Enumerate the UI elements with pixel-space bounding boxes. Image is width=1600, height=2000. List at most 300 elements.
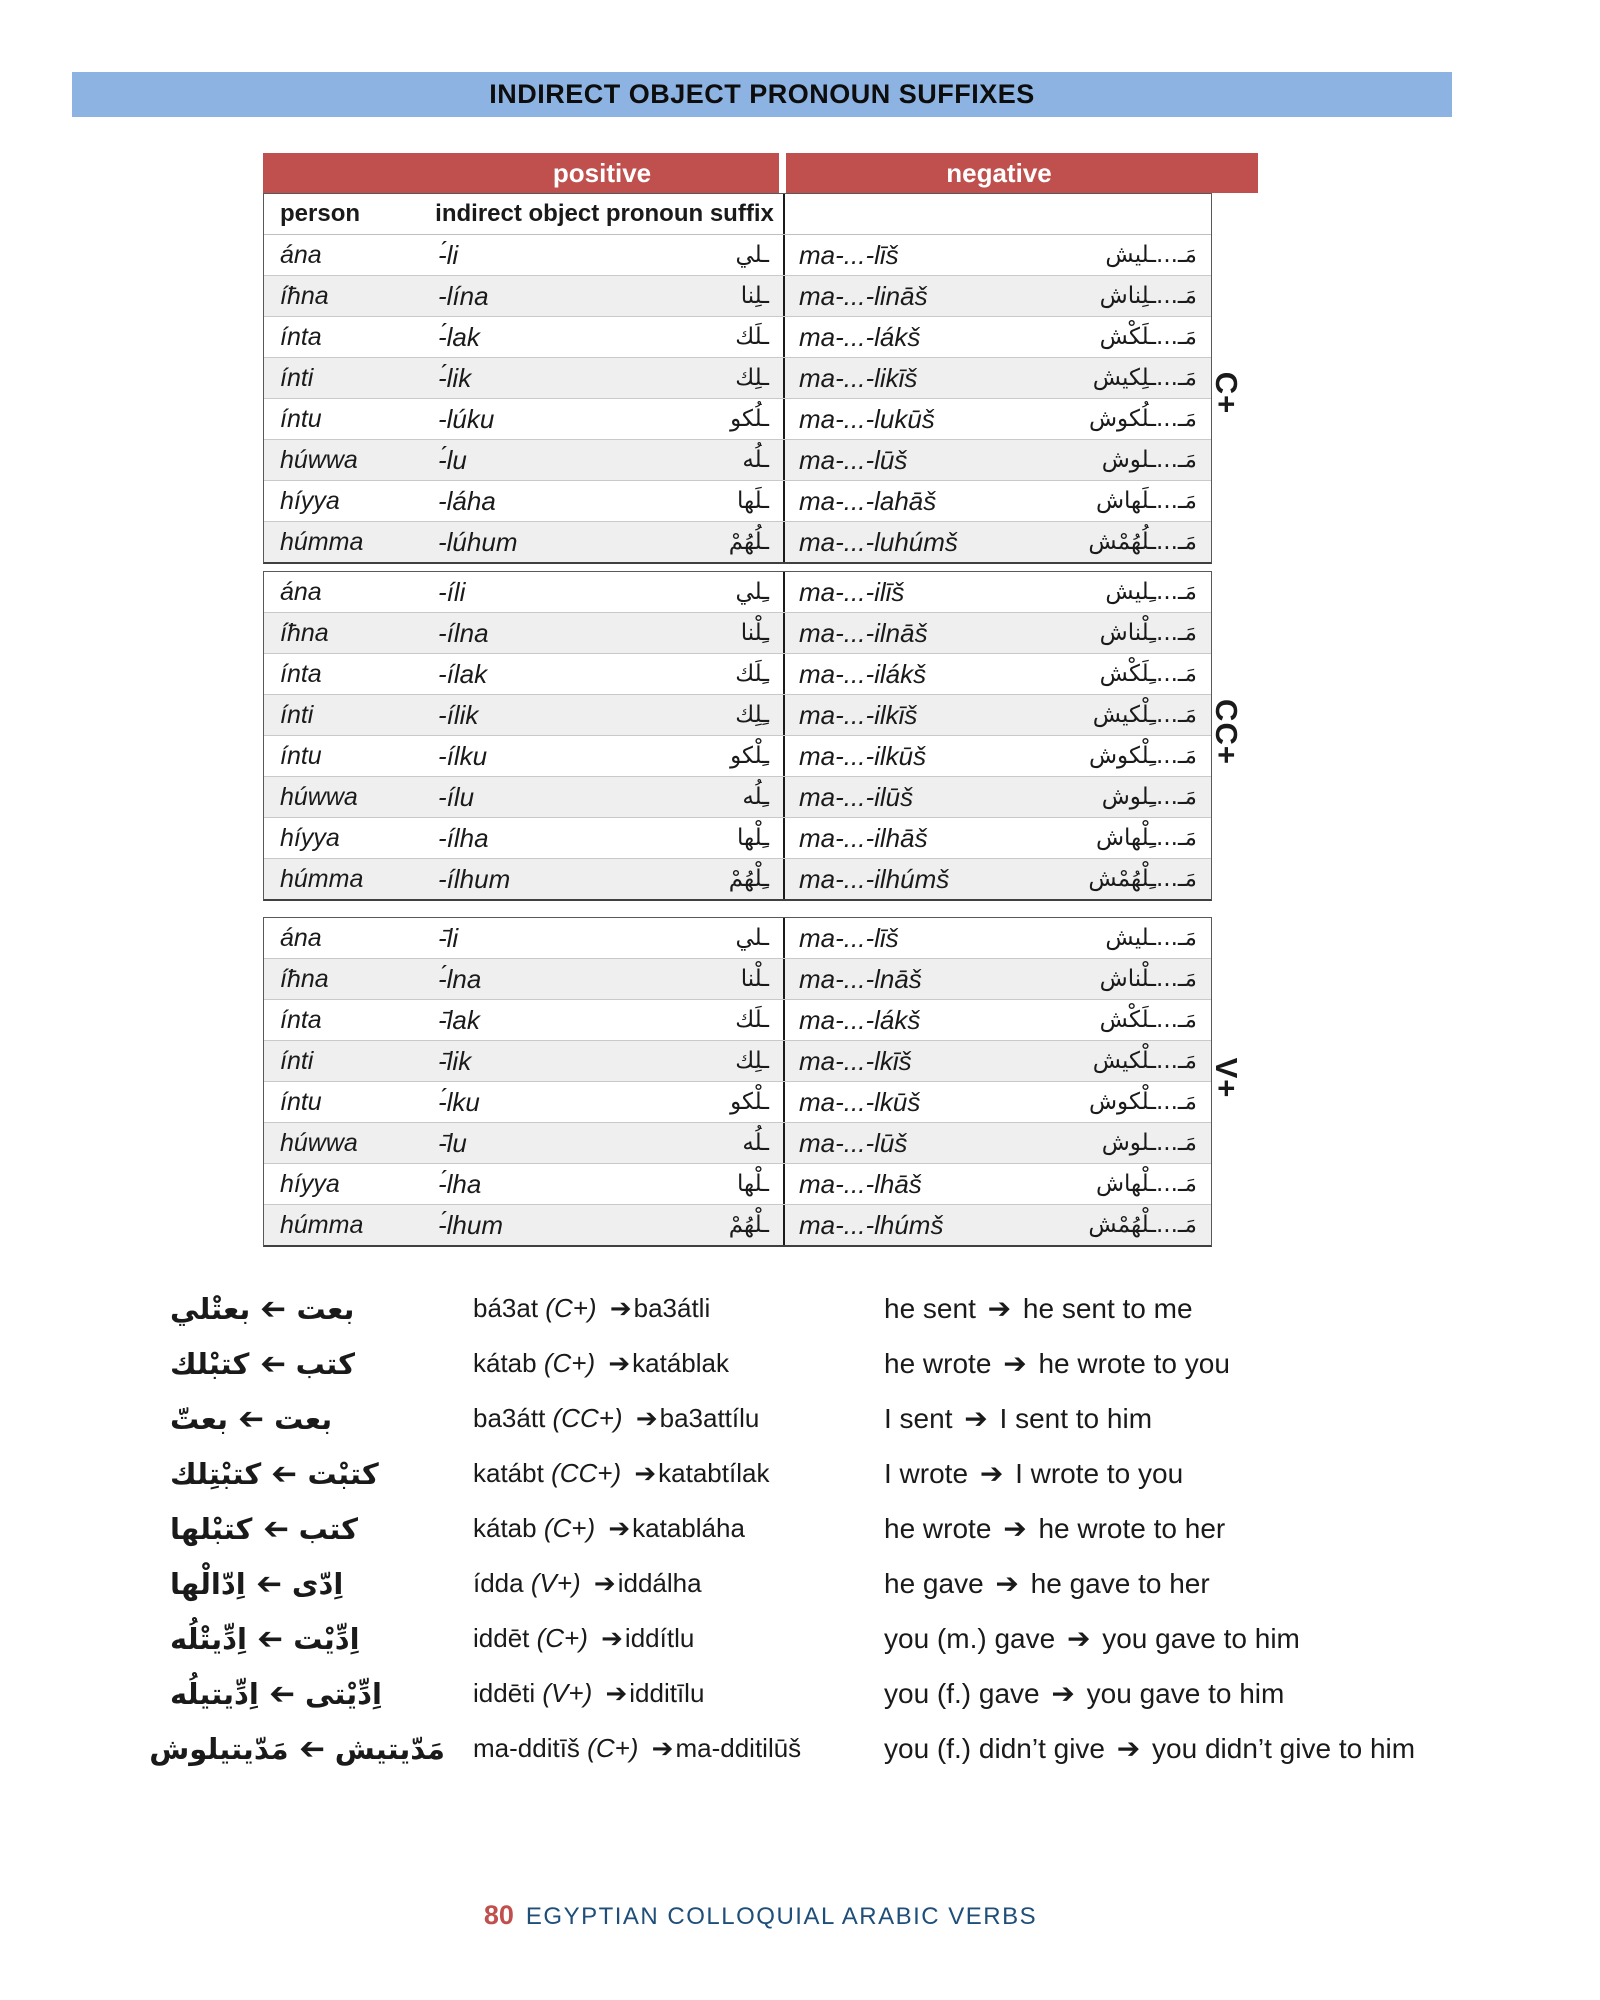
example-arabic-source: كتبْت — [307, 1456, 379, 1491]
negative-arabic: مَـ...ـلْناش — [1099, 966, 1197, 992]
negative-suffix-cell — [783, 1123, 1211, 1163]
suffix-arabic: ـلْكو — [730, 1089, 769, 1115]
header-divider — [779, 153, 786, 193]
negative-suffix-cell — [783, 959, 1211, 999]
example-latin-source: iddēti — [473, 1678, 543, 1708]
example-arabic-result: اِدِّيتيلُه — [170, 1676, 259, 1711]
example-english-source: I wrote — [884, 1458, 969, 1489]
table-row — [264, 316, 1211, 357]
positive-suffix-cell — [426, 240, 783, 271]
person-cell: húwwa — [280, 445, 358, 474]
negative-arabic: مَـ...ـلوش — [1101, 447, 1197, 473]
table-row — [264, 521, 1211, 562]
table-row — [264, 817, 1211, 858]
negative-suffix-cell — [783, 918, 1211, 958]
positive-suffix-cell — [426, 659, 783, 690]
section-label-c-plus: C+ — [1209, 371, 1244, 415]
negative-arabic: مَـ...ـلُهُمْش — [1088, 529, 1197, 555]
negative-latin: ma-...-līš — [799, 922, 899, 953]
negative-latin: ma-...-lhāš — [799, 1168, 922, 1199]
example-english-result: he wrote to her — [1038, 1513, 1226, 1544]
negative-arabic: مَـ...ـِلْهاش — [1095, 825, 1197, 851]
table-row — [264, 999, 1211, 1040]
left-arrow-icon: ➔ — [271, 1455, 298, 1492]
book-title: EGYPTIAN COLLOQUIAL ARABIC VERBS — [525, 1903, 1038, 1930]
right-arrow-icon: ➔ — [1116, 1732, 1141, 1765]
negative-arabic: مَـ...ـلْكوش — [1088, 1089, 1197, 1115]
right-arrow-icon: ➔ — [1051, 1677, 1075, 1710]
person-column-header: person — [280, 200, 361, 227]
section-label-cc-plus: CC+ — [1209, 699, 1244, 765]
example-english-result: he gave to her — [1030, 1568, 1210, 1599]
suffix-latin: -lúhum — [438, 526, 518, 557]
right-arrow-icon: ➔ — [608, 1514, 631, 1544]
example-arabic-result: اِدّالْها — [170, 1566, 246, 1601]
suffix-latin: -lína — [438, 280, 489, 311]
example-english-source: you (m.) gave — [884, 1623, 1056, 1654]
negative-suffix-cell — [783, 1205, 1211, 1245]
example-arabic-result: كتبْتِلك — [170, 1456, 262, 1491]
positive-suffix-cell — [426, 445, 783, 476]
negative-latin: ma-...-lūš — [799, 444, 908, 475]
example-transliteration — [473, 1403, 858, 1434]
example-row — [170, 1446, 1460, 1501]
table-row — [264, 735, 1211, 776]
negative-arabic: مَـ...ـلوش — [1101, 1130, 1197, 1156]
suffix-latin: -́lu — [438, 444, 467, 475]
negative-arabic: مَـ...ـلْكيش — [1092, 1048, 1197, 1074]
negative-latin: ma-...-lahāš — [799, 485, 937, 516]
example-english-result: you didn’t give to him — [1152, 1733, 1416, 1764]
negative-arabic: مَـ...ـلَهاش — [1095, 488, 1197, 514]
table-row — [264, 275, 1211, 316]
negative-header-label: negative — [946, 157, 1052, 188]
suffix-arabic: ـلُه — [742, 1130, 769, 1156]
suffix-latin: -ílhum — [438, 863, 511, 894]
right-arrow-icon: ➔ — [964, 1402, 988, 1435]
example-arabic-source: اِدِّيْت — [293, 1621, 360, 1656]
left-arrow-icon: ➔ — [298, 1730, 325, 1767]
example-arabic — [170, 1401, 445, 1437]
table-row — [264, 694, 1211, 735]
example-latin-result: katabláha — [632, 1513, 745, 1543]
example-latin-result: iddítlu — [624, 1623, 695, 1653]
suffix-latin: -ílu — [438, 781, 475, 812]
table-row — [264, 572, 1211, 612]
example-latin-source: bá3at — [473, 1293, 546, 1323]
positive-suffix-cell — [426, 1128, 783, 1159]
example-english-result: he sent to me — [1022, 1293, 1193, 1324]
positive-suffix-cell — [426, 527, 783, 558]
negative-latin: ma-...-līš — [799, 239, 899, 270]
positive-suffix-cell — [426, 1005, 783, 1036]
example-latin-result: katáblak — [632, 1348, 729, 1378]
suffix-arabic: ـِلَك — [735, 661, 769, 687]
example-latin-source: katábt — [473, 1458, 552, 1488]
negative-latin: ma-...-ilūš — [799, 781, 914, 812]
left-arrow-icon: ➔ — [259, 1345, 286, 1382]
negative-arabic: مَـ...ـِلَكْش — [1099, 661, 1197, 687]
negative-suffix-cell — [783, 1000, 1211, 1040]
left-arrow-icon: ➔ — [257, 1620, 284, 1657]
positive-suffix-cell — [426, 1046, 783, 1077]
positive-suffix-cell — [426, 281, 783, 312]
negative-latin: ma-...-ilkūš — [799, 740, 927, 771]
person-cell: íntu — [280, 404, 322, 433]
table-header — [263, 153, 1258, 193]
negative-suffix-cell — [783, 572, 1211, 612]
suffix-table-cc-plus — [263, 571, 1212, 901]
negative-latin: ma-...-likīš — [799, 362, 918, 393]
negative-suffix-cell — [783, 440, 1211, 480]
right-arrow-icon: ➔ — [593, 1569, 616, 1599]
example-pattern-type: (V+) — [530, 1568, 581, 1598]
example-row — [170, 1666, 1460, 1721]
example-arabic-source: كتب — [295, 1346, 355, 1381]
example-arabic-source: بعت — [274, 1401, 333, 1436]
person-cell: ínta — [280, 659, 322, 688]
example-pattern-type: (V+) — [542, 1678, 593, 1708]
example-latin-source: ba3átt — [473, 1403, 553, 1433]
example-arabic-source: اِدِّيْتى — [305, 1676, 382, 1711]
example-transliteration — [473, 1733, 858, 1764]
example-english — [884, 1676, 1429, 1711]
suffix-arabic: ـلْهُمْ — [728, 1212, 769, 1238]
right-arrow-icon: ➔ — [987, 1292, 1012, 1325]
positive-suffix-cell — [426, 577, 783, 608]
example-arabic-source: بعت — [296, 1291, 355, 1326]
example-arabic-result: مَدّيتيلوش — [149, 1731, 289, 1766]
person-cell: íntu — [280, 1087, 322, 1116]
positive-suffix-cell — [426, 741, 783, 772]
person-cell: híyya — [280, 486, 340, 515]
table-row — [264, 398, 1211, 439]
negative-suffix-cell — [783, 1041, 1211, 1081]
left-arrow-icon: ➔ — [238, 1400, 265, 1437]
right-arrow-icon: ➔ — [979, 1457, 1004, 1490]
negative-suffix-cell — [783, 399, 1211, 439]
example-arabic-result: اِدِّيتْلُه — [170, 1621, 247, 1656]
negative-arabic: مَـ...ـِليش — [1105, 579, 1197, 605]
negative-suffix-cell — [783, 818, 1211, 858]
example-english — [884, 1511, 1429, 1546]
table-row — [264, 1040, 1211, 1081]
example-pattern-type: (CC+) — [551, 1458, 622, 1488]
negative-latin: ma-...-lināš — [799, 280, 928, 311]
example-english — [884, 1291, 1429, 1326]
suffix-latin: -̄li — [438, 922, 459, 953]
suffix-arabic: ـلي — [735, 242, 769, 268]
right-arrow-icon: ➔ — [634, 1459, 657, 1489]
table-row — [264, 1122, 1211, 1163]
example-latin-result: iddálha — [617, 1568, 702, 1598]
table-row — [264, 612, 1211, 653]
negative-latin: ma-...-lákš — [799, 321, 921, 352]
person-cell: húwwa — [280, 782, 358, 811]
negative-latin: ma-...-lkūš — [799, 1086, 921, 1117]
example-english — [884, 1401, 1429, 1436]
suffix-latin: -́lku — [438, 1086, 480, 1117]
suffix-arabic: ـلِنا — [740, 283, 769, 309]
example-pattern-type: (C+) — [543, 1348, 596, 1378]
example-english-source: I sent — [884, 1403, 953, 1434]
example-english-result: he wrote to you — [1038, 1348, 1230, 1379]
positive-suffix-cell — [426, 964, 783, 995]
negative-suffix-cell — [783, 613, 1211, 653]
example-arabic — [170, 1676, 445, 1712]
negative-suffix-cell — [783, 1082, 1211, 1122]
example-arabic-result: كتبْلك — [170, 1346, 250, 1381]
table-row — [264, 958, 1211, 999]
right-arrow-icon: ➔ — [608, 1349, 631, 1379]
example-transliteration — [473, 1568, 858, 1599]
negative-latin: ma-...-lhúmš — [799, 1209, 944, 1240]
suffix-latin: -́lha — [438, 1168, 482, 1199]
table-row — [264, 776, 1211, 817]
suffix-arabic: ـِلْنا — [740, 620, 769, 646]
negative-arabic: مَـ...ـلُكوش — [1088, 406, 1197, 432]
example-row — [149, 1721, 1460, 1776]
person-cell: húmma — [280, 864, 364, 893]
example-arabic — [149, 1730, 445, 1767]
negative-suffix-cell — [783, 317, 1211, 357]
person-cell: ínti — [280, 1046, 314, 1075]
example-arabic — [170, 1291, 445, 1327]
person-cell: híyya — [280, 1169, 340, 1198]
person-cell: ána — [280, 577, 322, 606]
right-arrow-icon: ➔ — [995, 1567, 1019, 1600]
table-row — [264, 858, 1211, 899]
person-cell: íħna — [280, 618, 329, 647]
suffix-latin: -láha — [438, 485, 496, 516]
person-cell: húmma — [280, 1210, 364, 1239]
negative-arabic: مَـ...ـلَكْش — [1099, 324, 1197, 350]
negative-latin: ma-...-ilīš — [799, 576, 905, 607]
example-row — [170, 1281, 1460, 1336]
suffix-latin: -ílku — [438, 740, 488, 771]
example-latin-result: ma-dditilūš — [675, 1733, 802, 1763]
example-latin-result: idditīlu — [629, 1678, 705, 1708]
left-arrow-icon: ➔ — [262, 1510, 289, 1547]
example-row — [170, 1611, 1460, 1666]
negative-arabic: مَـ...ـلِكيش — [1092, 365, 1197, 391]
table-row — [264, 357, 1211, 398]
example-row — [170, 1391, 1460, 1446]
table-row — [264, 480, 1211, 521]
suffix-latin: -ílha — [438, 822, 489, 853]
suffix-arabic: ـِلُه — [742, 784, 769, 810]
person-cell: íntu — [280, 741, 322, 770]
person-cell: ínti — [280, 700, 314, 729]
positive-suffix-cell — [426, 1087, 783, 1118]
negative-latin: ma-...-ilhúmš — [799, 863, 950, 894]
negative-latin: ma-...-lnāš — [799, 963, 922, 994]
negative-suffix-cell — [783, 358, 1211, 398]
example-english — [884, 1456, 1429, 1491]
positive-suffix-cell — [426, 486, 783, 517]
suffix-latin: -íli — [438, 576, 466, 607]
example-english — [884, 1731, 1429, 1766]
suffix-latin: -̄lu — [438, 1127, 467, 1158]
negative-suffix-cell — [783, 522, 1211, 562]
right-arrow-icon: ➔ — [605, 1679, 628, 1709]
negative-arabic: مَـ...ـليش — [1105, 242, 1197, 268]
table-row — [264, 1163, 1211, 1204]
table-subheader — [264, 194, 1211, 234]
negative-suffix-cell — [783, 481, 1211, 521]
person-cell: húwwa — [280, 1128, 358, 1157]
positive-header-label: positive — [552, 157, 652, 188]
negative-arabic: مَـ...ـلْهُمْش — [1088, 1212, 1197, 1238]
example-transliteration — [473, 1348, 858, 1379]
example-pattern-type: (C+) — [536, 1623, 588, 1653]
example-latin-source: kátab — [473, 1348, 544, 1378]
suffix-latin: -́lak — [438, 321, 480, 352]
negative-suffix-cell — [783, 695, 1211, 735]
suffix-arabic: ـلَك — [735, 324, 769, 350]
example-english-result: you gave to him — [1102, 1623, 1300, 1654]
suffix-arabic: ـلِك — [735, 1048, 769, 1074]
example-latin-source: iddēt — [473, 1623, 537, 1653]
suffix-arabic: ـِلْهُمْ — [728, 866, 769, 892]
example-arabic — [170, 1566, 445, 1602]
example-transliteration — [473, 1678, 858, 1709]
example-english-source: he sent — [884, 1293, 976, 1324]
suffix-latin: -́lna — [438, 963, 482, 994]
positive-suffix-cell — [426, 404, 783, 435]
positive-suffix-cell — [426, 782, 783, 813]
negative-arabic: مَـ...ـلَكْش — [1099, 1007, 1197, 1033]
example-arabic-result: بعتْلي — [170, 1291, 251, 1326]
example-latin-result: ba3átli — [633, 1293, 711, 1323]
example-latin-source: kátab — [473, 1513, 544, 1543]
suffix-arabic: ـلُه — [742, 447, 769, 473]
example-arabic — [170, 1346, 445, 1382]
person-cell: ínti — [280, 363, 314, 392]
negative-latin: ma-...-lukūš — [799, 403, 935, 434]
negative-suffix-cell — [783, 736, 1211, 776]
suffix-latin: -̄lik — [438, 1045, 472, 1076]
person-cell: íħna — [280, 281, 329, 310]
negative-arabic: مَـ...ـِلْناش — [1099, 620, 1197, 646]
negative-latin: ma-...-ilnāš — [799, 617, 928, 648]
right-arrow-icon: ➔ — [601, 1624, 623, 1654]
example-transliteration — [473, 1458, 858, 1489]
example-english — [884, 1621, 1429, 1656]
negative-latin: ma-...-lákš — [799, 1004, 921, 1035]
negative-arabic: مَـ...ـِلْكيش — [1092, 702, 1197, 728]
person-cell: íħna — [280, 964, 329, 993]
negative-suffix-cell — [783, 777, 1211, 817]
negative-arabic: مَـ...ـِلْكوش — [1088, 743, 1197, 769]
negative-arabic: مَـ...ـلْهاش — [1095, 1171, 1197, 1197]
negative-suffix-cell — [783, 859, 1211, 899]
suffix-arabic: ـِلْكو — [730, 743, 769, 769]
negative-latin: ma-...-ilákš — [799, 658, 927, 689]
example-latin-source: ídda — [473, 1568, 531, 1598]
suffix-arabic: ـلُكو — [730, 406, 769, 432]
examples-list — [149, 1281, 1460, 1776]
table-rows — [264, 572, 1211, 899]
example-pattern-type: (C+) — [545, 1293, 597, 1323]
negative-latin: ma-...-luhúmš — [799, 526, 958, 557]
example-english — [884, 1346, 1429, 1381]
negative-header-cell — [786, 153, 1258, 193]
page-number: 80 — [483, 1900, 514, 1930]
positive-suffix-cell — [426, 823, 783, 854]
suffix-column-header: indirect object pronoun suffix — [435, 200, 774, 227]
suffix-arabic: ـِلِك — [735, 702, 769, 728]
suffix-arabic: ـلَها — [737, 488, 769, 514]
example-arabic-result: بعتّ — [170, 1401, 228, 1436]
negative-suffix-cell — [783, 276, 1211, 316]
example-latin-result: katabtílak — [658, 1458, 770, 1488]
suffix-latin: -ílak — [438, 658, 488, 689]
table-rows — [264, 918, 1211, 1245]
person-cell: híyya — [280, 823, 340, 852]
example-arabic-source: اِدّى — [291, 1566, 344, 1601]
table-row — [264, 653, 1211, 694]
example-english-source: you (f.) didn’t give — [884, 1733, 1105, 1764]
suffix-arabic: ـلَك — [735, 1007, 769, 1033]
section-label-v-plus: V+ — [1209, 1057, 1244, 1099]
example-transliteration — [473, 1623, 858, 1654]
person-cell: ána — [280, 240, 322, 269]
right-arrow-icon: ➔ — [1003, 1347, 1027, 1380]
example-latin-source: ma-dditīš — [473, 1733, 588, 1763]
negative-arabic: مَـ...ـلِناش — [1099, 283, 1197, 309]
example-english-source: he gave — [884, 1568, 984, 1599]
example-row — [170, 1556, 1460, 1611]
suffix-table-c-plus — [263, 193, 1212, 564]
negative-column-header — [783, 194, 1211, 234]
suffix-arabic: ـلْها — [737, 1171, 769, 1197]
example-english-result: you gave to him — [1086, 1678, 1285, 1709]
example-row — [170, 1501, 1460, 1556]
right-arrow-icon: ➔ — [651, 1734, 674, 1764]
positive-suffix-cell — [426, 1210, 783, 1241]
suffix-arabic: ـلي — [735, 925, 769, 951]
person-cell: ínta — [280, 322, 322, 351]
negative-suffix-cell — [783, 654, 1211, 694]
negative-suffix-cell — [783, 1164, 1211, 1204]
example-english — [884, 1566, 1429, 1601]
table-row — [264, 439, 1211, 480]
example-arabic-source: كتب — [298, 1511, 359, 1546]
positive-suffix-cell — [426, 700, 783, 731]
table-row — [264, 235, 1211, 275]
negative-suffix-cell — [783, 235, 1211, 275]
negative-arabic: مَـ...ـِلوش — [1101, 784, 1197, 810]
positive-suffix-cell — [426, 322, 783, 353]
example-pattern-type: (CC+) — [552, 1403, 623, 1433]
left-arrow-icon: ➔ — [255, 1565, 282, 1602]
suffix-latin: -́lhum — [438, 1209, 504, 1240]
example-transliteration — [473, 1293, 858, 1324]
example-english-source: you (f.) gave — [884, 1678, 1040, 1709]
example-english-result: I wrote to you — [1015, 1458, 1184, 1489]
negative-latin: ma-...-ilkīš — [799, 699, 918, 730]
negative-arabic: مَـ...ـِلْهُمْش — [1088, 866, 1197, 892]
suffix-arabic: ـِلي — [735, 579, 769, 605]
right-arrow-icon: ➔ — [1003, 1512, 1027, 1545]
positive-suffix-cell — [426, 618, 783, 649]
table-row — [264, 1081, 1211, 1122]
positive-suffix-cell — [426, 363, 783, 394]
example-english-result: I sent to him — [999, 1403, 1153, 1434]
example-transliteration — [473, 1513, 858, 1544]
example-arabic — [170, 1511, 445, 1547]
